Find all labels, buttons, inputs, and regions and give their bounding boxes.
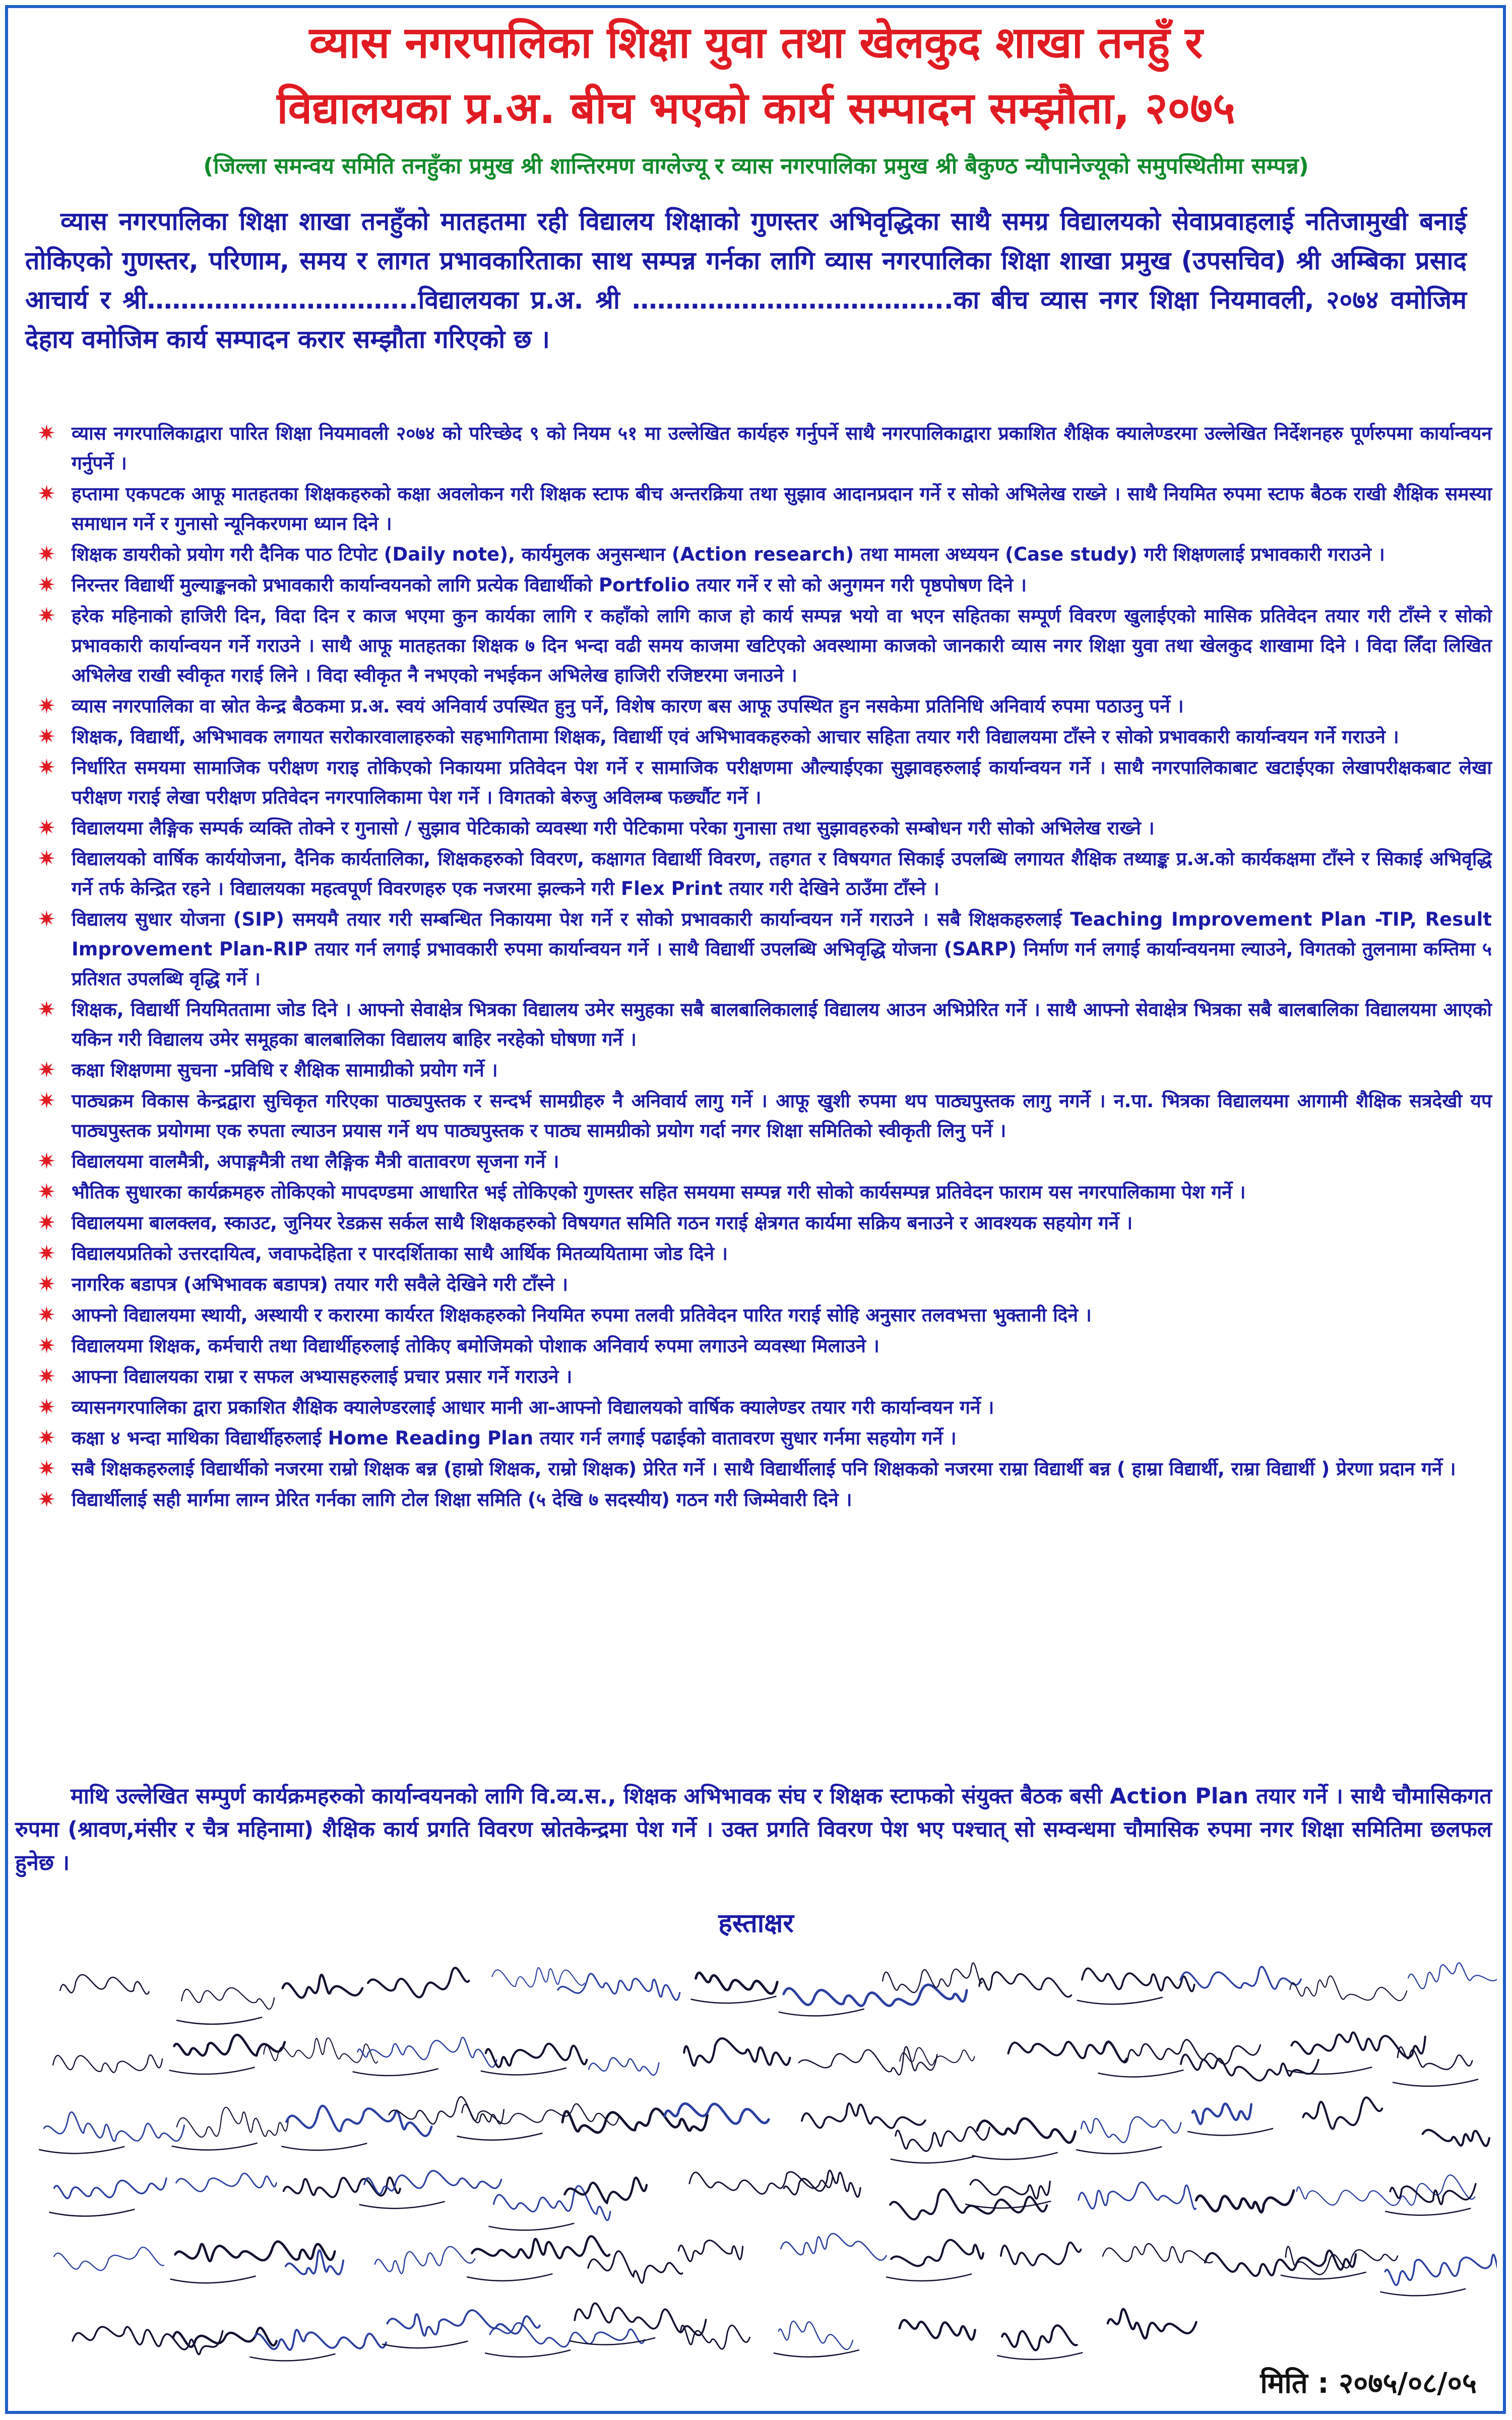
asterisk-icon: ✷ — [37, 1395, 56, 1420]
asterisk-icon: ✷ — [37, 1456, 56, 1482]
signature-underline — [691, 1996, 777, 2003]
agreement-item-text: नागरिक बडापत्र (अभिभावक बडापत्र) तयार गरी सवैले देखिने गरी टाँस्ने । — [72, 1274, 569, 1295]
signature-underline — [1380, 2289, 1466, 2296]
agreement-item-text: आफ्ना विद्यालयका राम्रा र सफल अभ्यासहरुलाई प्रचार प्रसार गर्ने गराउने । — [72, 1366, 573, 1387]
asterisk-icon: ✷ — [37, 1302, 56, 1328]
agreement-item — [35, 753, 1492, 812]
agreement-item — [35, 1146, 1492, 1176]
agreement-item — [35, 844, 1492, 903]
agreement-item — [35, 1300, 1492, 1330]
signature-scribble — [1390, 2184, 1476, 2205]
signature-scribble — [493, 2186, 610, 2220]
page-title-line-1: व्यास नगरपालिका शिक्षा युवा तथा खेलकुद शाखा तनहुँ र — [309, 18, 1203, 68]
agreement-item — [35, 722, 1492, 752]
agreement-item — [35, 539, 1492, 569]
signature-scribble — [73, 2327, 223, 2354]
signature-underline — [1187, 2129, 1273, 2136]
signature-scribble — [883, 1963, 982, 1992]
page-title-line-2: विद्यालयका प्र.अ. बीच भएको कार्य सम्पादन सम्झौता, २०७५ — [277, 83, 1235, 134]
signature-underline — [39, 2147, 124, 2154]
signature-scribble — [1081, 2117, 1181, 2143]
asterisk-icon: ✷ — [37, 1487, 56, 1512]
agreement-item-text: कक्षा ४ भन्दा माथिका विद्यार्थीहरुलाई Home Reading Plan तयार गर्न लगाई पढाईको वातावरण सुधार गर्नमा सहयोग गर्ने । — [72, 1427, 957, 1449]
signature-scribble — [1192, 2104, 1251, 2124]
signature-scribble — [684, 2038, 790, 2066]
agreement-item-text: विद्यालयप्रतिको उत्तरदायित्व, जवाफदेहिता र पारदर्शिताका साथै आर्थिक मितव्ययितामा जोड दिने । — [72, 1243, 728, 1264]
signature-underline — [972, 2152, 1058, 2159]
signature-underline — [1076, 2147, 1162, 2154]
agreement-item-text: व्यासनगरपालिका द्वारा प्रकाशित शैक्षिक क्यालेण्डरलाई आधार मानी आ-आफ्नो विद्यालयको वार्षिक क्यालेण्डर तयार गरी कार्यान्वयन गर्ने । — [72, 1397, 994, 1418]
signatures-area — [10, 1946, 1497, 2385]
asterisk-icon: ✷ — [37, 541, 56, 567]
agreement-item — [35, 813, 1492, 843]
signature-scribble — [1180, 1967, 1301, 1989]
signature-scribble — [1196, 2191, 1294, 2212]
signature-scribble — [784, 1985, 967, 2006]
signature-scribble — [368, 1968, 469, 1998]
signature-underline — [457, 2133, 542, 2140]
signature-scribble — [1303, 2097, 1382, 2129]
signature-scribble — [564, 2177, 647, 2203]
signature-underline — [353, 2069, 438, 2076]
intro-paragraph: व्यास नगरपालिका शिक्षा शाखा तनहुँको मातहतमा रही विद्यालय शिक्षाको गुणस्तर अभिवृद्धिका साथै समग्र विद्यालयको सेवाप्रवाहलाई नतिजामुखी बनाई तोकिएको गुणस्तर, परिणाम, समय र लागत प्रभावकारिताका साथ सम्पन्न गर्नका लागि व्यास नगरपालिका शिक्षा शाखा प्रमुख (उपसचिव) श्री अम्बिका प्रसाद आचार्य र श्री…………………………..विद्यालयका प्र.अ. श्री ………………………………..का बीच व्यास नगर शिक्षा नियमावली, २०७४ वमोजिम देहाय वमोजिम कार्य सम्पादन करार सम्झौता गरिएको छ । — [25, 207, 1467, 354]
agreement-item — [35, 904, 1492, 994]
signature-scribble — [1408, 1963, 1497, 1988]
agreement-date: मिति : २०७५/०८/०५ — [1255, 2365, 1482, 2403]
signature-scribble — [176, 2173, 277, 2192]
signature-scribble — [375, 2247, 475, 2274]
signature-scribble — [589, 2058, 659, 2075]
asterisk-icon: ✷ — [37, 1272, 56, 1297]
signature-scribble — [472, 2236, 609, 2258]
signature-scribble — [678, 2241, 743, 2262]
signature-underline — [1098, 2070, 1184, 2077]
signature-scribble — [781, 2233, 886, 2260]
signature-underline — [779, 2009, 864, 2016]
signature-underline — [170, 2276, 256, 2283]
agreement-item-text: विद्यालयमा बालक्लव, स्काउट, जुनियर रेडक्रस सर्कल साथै शिक्षकहरुको विषयगत समिति गठन गराई क्षेत्रगत कार्यमा सक्रिय बनाउने र आवश्यक सहयोग गर्ने । — [72, 1212, 1133, 1234]
signature-underline — [281, 2143, 367, 2150]
signature-underline — [49, 2209, 135, 2216]
signatures-heading: हस्ताक्षर — [718, 1908, 794, 1939]
agreement-item — [35, 1485, 1492, 1515]
signature-scribble — [696, 1973, 778, 1993]
signature-scribble — [358, 2037, 497, 2067]
signature-underline — [485, 2350, 571, 2357]
agreement-item — [35, 1208, 1492, 1238]
asterisk-icon: ✷ — [37, 572, 56, 598]
signature-scribble — [1108, 2309, 1196, 2338]
signature-scribble — [802, 2103, 925, 2128]
signature-scribble — [255, 2330, 387, 2350]
agreement-item-text: पाठ्यक्रम विकास केन्द्रद्वारा सुचिकृत गरिएका पाठ्यपुस्तक र सन्दर्भ सामग्रीहरु नै अनिवार्य लागु गर्ने । आफू खुशी रुपमा थप पाठ्यपुस्तक लागु नगर्ने । न.पा. भित्रका विद्यालयमा आगामी शैक्षिक सत्रदेखी यप पाठ्यपुस्तक प्रयोगमा एक रुपता ल्याउन प्रयास गर्ने थप पाठ्यपुस्तक र पाठ्य सामग्रीको प्रयोग गर्दा नगर शिक्षा समितिको स्वीकृती लिनु पर्ने । — [72, 1090, 1492, 1141]
page-subtitle: (जिल्ला समन्वय समिति तनहुँका प्रमुख श्री शान्तिरमण वाग्लेज्यू र व्यास नगरपालिका प्रमुख श्री बैकुण्ठ न्यौपानेज्यूको समुपस्थितीमा सम्पन्न) — [203, 153, 1309, 179]
agreement-item — [35, 1055, 1492, 1085]
signature-scribble — [891, 2240, 983, 2266]
signature-underline — [176, 2017, 262, 2024]
asterisk-icon: ✷ — [37, 693, 56, 719]
agreement-item — [35, 1454, 1492, 1484]
agreement-item-text: व्यास नगरपालिका वा स्रोत केन्द्र बैठकमा प्र.अ. स्वयं अनिवार्य उपस्थित हुनु पर्ने, विशेष कारण बस आफू उपस्थित हुन नसकेमा प्रतिनिधि अनिवार्य रुपमा पठाउनु पर्ने । — [72, 695, 1184, 717]
agreement-item — [35, 418, 1492, 478]
signature-scribble — [175, 2242, 335, 2261]
signature-scribble — [389, 2097, 504, 2124]
agreement-item-text: व्यास नगरपालिकाद्वारा पारित शिक्षा नियमावली २०७४ को परिच्छेद ९ को नियम ५१ मा उल्लेखित कार्यहरु गर्नुपर्ने साथै नगरपालिकाद्वारा प्रकाशित शैक्षिक क्यालेण्डरमा उल्लेखित निर्देशनहरु पूर्णरुपमा कार्यान्वयन गर्नुपर्ने । — [72, 422, 1492, 474]
signature-scribble — [900, 2320, 975, 2340]
signature-scribble — [286, 2106, 431, 2136]
agreement-item — [35, 1393, 1492, 1422]
agreement-item — [35, 601, 1492, 690]
asterisk-icon: ✷ — [37, 846, 56, 872]
asterisk-icon: ✷ — [37, 1088, 56, 1114]
signature-scribble — [486, 2044, 587, 2067]
signature-underline — [1393, 2079, 1478, 2086]
agreement-item — [35, 1423, 1492, 1453]
asterisk-icon: ✷ — [37, 997, 56, 1022]
signature-underline — [1385, 2208, 1471, 2215]
signature-scribble — [896, 2127, 990, 2151]
signature-scribble — [779, 2321, 853, 2349]
signature-scribble — [492, 1968, 585, 1987]
signature-underline — [488, 2223, 574, 2230]
signature-scribble — [979, 1972, 1072, 1996]
signature-scribble — [283, 1975, 362, 1998]
agreement-item-text: सबै शिक्षकहरुलाई विद्यार्थीको नजरमा राम्रो शिक्षक बन्न (हाम्रो शिक्षक, राम्रो शिक्षक) प्रेरित गर्ने । साथै विद्यार्थीलाई पनि शिक्षकको नजरमा राम्रा विद्यार्थी बन्न ( हाम्रा विद्यार्थी, राम्रा विद्यार्थी ) प्रेरणा प्रदान गर्ने । — [72, 1458, 1456, 1480]
asterisk-icon: ✷ — [37, 481, 56, 507]
agreement-item — [35, 479, 1492, 538]
signature-scribble — [588, 2251, 682, 2283]
agreement-item-text: विद्यालयको वार्षिक कार्ययोजना, दैनिक कार्यतालिका, शिक्षकहरुको विवरण, कक्षागत विद्यार्थी विवरण, तहगत र विषयगत सिकाई उपलब्धि लगायत शैक्षिक तथ्याङ्क प्र.अ.को कार्यकक्षमा टाँस्ने र सिकाई अभिवृद्धि गर्ने तर्फ केन्द्रित रहने । विद्यालयका महत्वपूर्ण विवरणहरु एक नजरमा झल्कने गरी Flex Print तयार गरी देखिने ठाउँमा टाँस्ने । — [72, 848, 1492, 899]
agreement-item-text: शिक्षक, विद्यार्थी, अभिभावक लगायत सरोकारवालाहरुको सहभागितामा शिक्षक, विद्यार्थी एवं अभिभावकहरुको आचार सहिता तयार गरी विद्यालयमा टाँस्ने र सोको प्रभावकारी कार्यान्वयन गर्ने गराउने । — [72, 726, 1399, 748]
signature-scribble — [558, 1974, 680, 2001]
asterisk-icon: ✷ — [37, 1057, 56, 1083]
agreement-item-text: निर्धारित समयमा सामाजिक परीक्षण गराइ तोकिएको निकायमा प्रतिवेदन पेश गर्ने र सामाजिक परीक्षणमा औल्याईएका सुझावहरुलाई कार्यान्वयन गर्ने । साथै नगरपालिकाबाट खटाईएका लेखापरीक्षकबाट लेखा परीक्षण गराई लेखा परीक्षण प्रतिवेदन नगरपालिकामा पेश गर्ने । विगतको बेरुजु अविलम्ब फर्छ्यौट गर्ने । — [72, 757, 1492, 808]
agreement-item — [35, 1331, 1492, 1361]
signature-underline — [886, 2274, 972, 2281]
asterisk-icon: ✷ — [37, 1333, 56, 1359]
signature-scribble — [1002, 2325, 1077, 2350]
agreement-item-text: हरेक महिनाको हाजिरी दिन, विदा दिन र काज भएमा कुन कार्यका लागि र कहाँको लागि काज हो कार्य सम्पन्न भयो वा भएन सहितका सम्पूर्ण विवरण खुलाईएको मासिक प्रतिवेदन तयार गरी टाँस्ने र सोको प्रभावकारी कार्यान्वयन गर्ने गराउने । साथै आफू मातहतका शिक्षक ७ दिन भन्दा वढी समय काजमा खटिएको अवस्थामा काजको जानकारी व्यास नगर शिक्षा युवा तथा खेलकुद शाखामा दिने । विदा लिँदा लिखित अभिलेख राखी स्वीकृत गराई लिने । विदा स्वीकृत नै नभएको नभईकन अभिलेख हाजिरी रजिष्टरमा जनाउने । — [72, 605, 1492, 686]
agreement-item — [35, 1239, 1492, 1268]
agreement-item-text: शिक्षक, विद्यार्थी नियमिततामा जोड दिने । आफ्नो सेवाक्षेत्र भित्रका विद्यालय उमेर समुहका सबै बालबालिकालाई विद्यालय आउन अभिप्रेरित गर्ने । साथै आफ्नो सेवाक्षेत्र भित्रका सबै बालबालिका विद्यालयमा आएको यकिन गरी विद्यालय उमेर समूहका बालबालिका विद्यालय बाहिर नरहेको घोषणा गर्ने । — [72, 999, 1492, 1050]
signature-scribble — [575, 2304, 706, 2335]
agreement-item — [35, 570, 1492, 600]
agreement-item — [35, 691, 1492, 721]
agreement-item — [35, 1086, 1492, 1145]
signature-underline — [359, 2202, 445, 2209]
asterisk-icon: ✷ — [37, 1179, 56, 1205]
agreement-item — [35, 1269, 1492, 1299]
asterisk-icon: ✷ — [37, 1425, 56, 1451]
agreement-item — [35, 995, 1492, 1054]
agreement-item-text: विद्यालयमा लैङ्गिक सम्पर्क व्यक्ति तोक्ने र गुनासो / सुझाव पेटिकाको व्यवस्था गरी पेटिकामा परेका गुनासा तथा सुझावहरुको सम्बोधन गरी सोको अभिलेख राख्ने । — [72, 817, 1155, 839]
agreement-item-text: कक्षा शिक्षणमा सुचना -प्रविधि र शैक्षिक सामाग्रीको प्रयोग गर्ने । — [72, 1059, 498, 1081]
signature-scribble — [54, 2247, 164, 2270]
signature-underline — [250, 2354, 336, 2361]
closing-paragraph: माथि उल्लेखित सम्पुर्ण कार्यक्रमहरुको कार्यान्वयनको लागि वि.व्य.स., शिक्षक अभिभावक संघ र शिक्षक स्टाफको संयुक्त बैठक बसी Action Plan तयार गर्ने । साथै चौमासिकगत रुपमा (श्रावण,मंसीर र चैत्र महिनामा) शैक्षिक कार्य प्रगति विवरण स्रोतकेन्द्रमा पेश गर्ने । उक्त प्रगति विवरण पेश भए पश्चात् सो सम्वन्धमा चौमासिक रुपमा नगर शिक्षा समितिमा छलफल हुनेछ । — [15, 1784, 1492, 1876]
signature-scribble — [1398, 2047, 1472, 2070]
signature-scribble — [53, 2055, 162, 2073]
signature-underline — [172, 2143, 258, 2150]
agreement-item-text: विद्यार्थीलाई सही मार्गमा लाग्न प्रेरित गर्नका लागि टोल शिक्षा समिति (५ देखि ७ सदस्यीय) गठन गरी जिम्मेवारी दिने । — [72, 1489, 852, 1510]
agreement-item-text: शिक्षक डायरीको प्रयोग गरी दैनिक पाठ टिपोट (Daily note), कार्यमुलक अनुसन्धान (Action research) तथा मामला अध्ययन (Case study) गरी शिक्षणलाई प्रभावकारी गराउने । — [72, 543, 1385, 565]
signature-scribble — [60, 1975, 149, 1994]
agreement-item-text: विद्यालयमा वालमैत्री, अपाङ्गमैत्री तथा लैङ्गिक मैत्री वातावरण सृजना गर्ने । — [72, 1151, 559, 1172]
asterisk-icon: ✷ — [37, 755, 56, 780]
agreement-item-text: आफ्नो विद्यालयमा स्थायी, अस्थायी र करारमा कार्यरत शिक्षकहरुको नियमित रुपमा तलवी प्रतिवेदन पारित गराई सोहि अनुसार तलवभत्ता भुक्तानी दिने । — [72, 1304, 1092, 1326]
signature-scribble — [44, 2112, 184, 2141]
signature-scribble — [174, 2035, 285, 2055]
asterisk-icon: ✷ — [37, 1241, 56, 1266]
agreement-item — [35, 1362, 1492, 1392]
signature-scribble — [977, 2119, 1076, 2143]
signature-scribble — [177, 2107, 289, 2137]
agreement-item-text: हप्तामा एकपटक आफू मातहतका शिक्षकहरुको कक्षा अवलोकन गरी शिक्षक स्टाफ बीच अन्तरक्रिया तथा सुझाव आदानप्रदान गर्ने र सोको अभिलेख राख्ने । साथै नियमित रुपमा स्टाफ बैठक राखी शैक्षिक समस्या समाधान गर्ने र गुनासो न्यूनिकरणमा ध्यान दिने । — [72, 483, 1492, 534]
signature-scribble — [970, 2180, 1050, 2199]
signature-scribble — [1385, 2255, 1497, 2285]
asterisk-icon: ✷ — [37, 1364, 56, 1389]
asterisk-icon: ✷ — [37, 420, 56, 446]
signature-underline — [1077, 1998, 1163, 2005]
signature-underline — [481, 2068, 566, 2075]
signature-scribble — [173, 2328, 276, 2347]
asterisk-icon: ✷ — [37, 815, 56, 841]
signature-scribble — [462, 2104, 619, 2125]
signature-scribble — [1103, 2244, 1213, 2263]
signature-scribble — [1009, 2042, 1127, 2062]
signature-scribble — [1290, 1976, 1407, 2001]
signature-underline — [997, 2352, 1083, 2360]
asterisk-icon: ✷ — [37, 724, 56, 750]
signature-underline — [382, 2341, 468, 2348]
asterisk-icon: ✷ — [37, 1148, 56, 1174]
signature-underline — [169, 2067, 255, 2074]
asterisk-icon: ✷ — [37, 603, 56, 629]
agreement-item-text: विद्यालयमा शिक्षक, कर्मचारी तथा विद्यार्थीहरुलाई तोकिए बमोजिमको पोशाक अनिवार्य रुपमा लगाउने व्यवस्था मिलाउने । — [72, 1335, 879, 1357]
signature-scribble — [1082, 1968, 1194, 1991]
signature-scribble — [689, 2172, 833, 2194]
agreement-item-text: भौतिक सुधारका कार्यक्रमहरु तोकिएको मापदण्डमा आधारित भई तोकिएको गुणस्तर सहित समयमा सम्पन्न गरी सोको कार्यसम्पन्न प्रतिवेदन फाराम यस नगरपालिकामा पेश गर्ने । — [72, 1181, 1246, 1203]
signature-scribble — [54, 2179, 167, 2199]
signature-underline — [891, 2156, 976, 2163]
agreement-item — [35, 1177, 1492, 1207]
signature-scribble — [284, 2177, 400, 2197]
signature-underline — [467, 2274, 552, 2281]
signature-underline — [774, 2350, 859, 2357]
signature-scribble — [1001, 2243, 1081, 2266]
asterisk-icon: ✷ — [37, 1210, 56, 1236]
asterisk-icon: ✷ — [37, 906, 56, 932]
agreement-items-list — [35, 418, 1492, 1516]
signature-scribble — [1079, 2182, 1196, 2209]
agreement-item-text: निरन्तर विद्यार्थी मुल्याङ्कनको प्रभावकारी कार्यान्वयनको लागि प्रत्येक विद्यार्थीको Portfolio तयार गर्ने र सो को अनुगमन गरी पृष्ठपोषण दिने । — [72, 574, 1027, 596]
agreement-item-text: विद्यालय सुधार योजना (SIP) समयमै तयार गरी सम्बन्धित निकायमा पेश गर्ने र सोको प्रभावकारी कार्यान्वयन गर्ने गराउने । सबै शिक्षकहरुलाई Teaching Improvement Plan -TIP, Result Improvement Plan-RIP तयार गर्न लगाई प्रभावकारी रुपमा कार्यान्वयन गर्ने । साथै विद्यार्थी उपलब्धि अभिवृद्धि योजना (SARP) निर्माण गर्न लगाई कार्यान्वयनमा ल्याउने, विगतको तुलनामा कम्तिमा ५ प्रतिशत उपलब्धि वृद्धि गर्ने । — [72, 909, 1492, 990]
signature-scribble — [181, 1988, 274, 2009]
signature-scribble — [1423, 2130, 1489, 2146]
